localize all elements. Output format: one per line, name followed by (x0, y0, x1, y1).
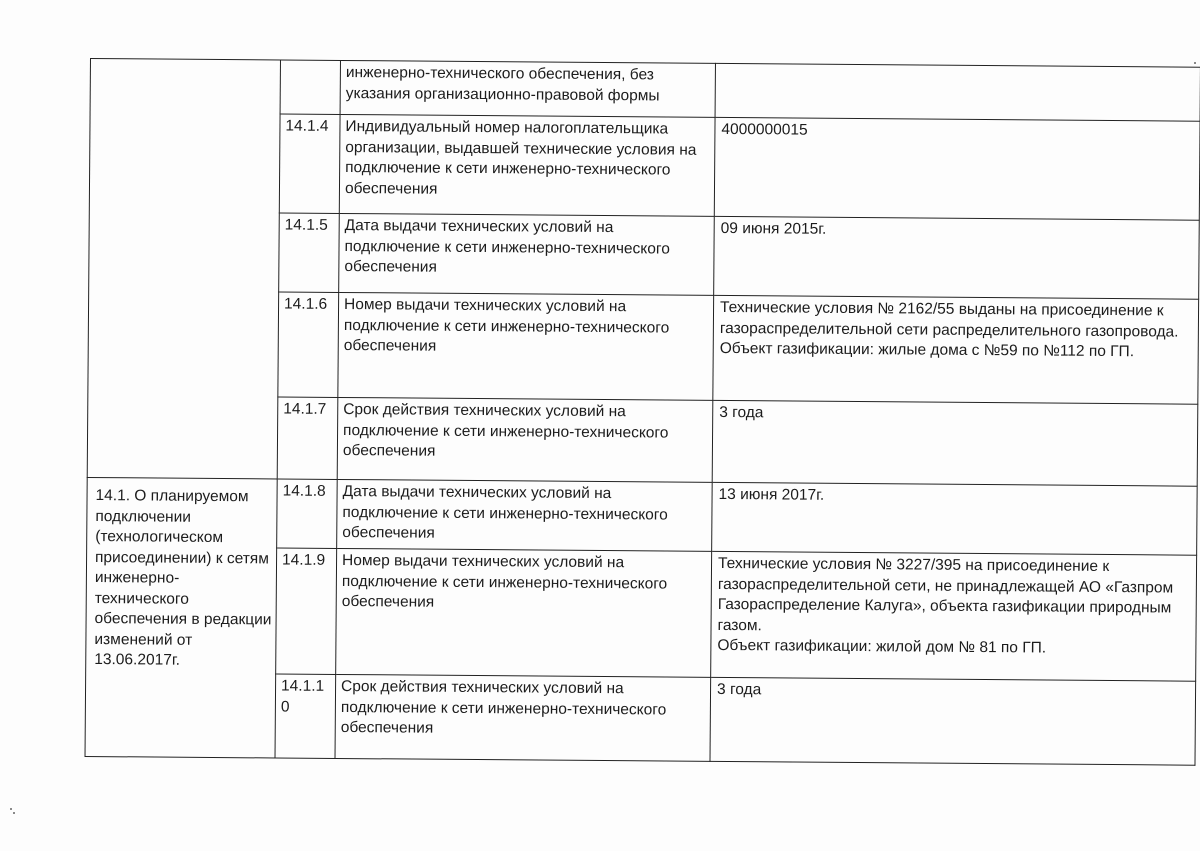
document-table (85, 58, 1200, 766)
row-number: 14.1.6 (278, 292, 339, 397)
field-description: Срок действия технических условий на подключение к сети инженерно-технического обеспечения (335, 674, 711, 761)
field-description: Номер выдачи технических условий на подключение к сети инженерно-технического обеспечения (336, 548, 712, 677)
row-number: 14.1.9 (276, 548, 337, 674)
section-label: 14.1. О планируемом подключении (технологическом присоединении) к сетям инженерно-технического обеспечения в редакции изменений от 13.06.2017г. (85, 477, 277, 757)
field-value: 13 июня 2017г. (712, 482, 1198, 555)
field-value: Технические условия № 2162/55 выданы на присоединение к газораспределительной сети распределительного газопровода. Объект газификации: жилые дома с №59 по №112 по ГП. (713, 295, 1199, 404)
field-description: Срок действия технических условий на подключение к сети инженерно-технического обеспечения (337, 397, 713, 482)
field-value: Технические условия № 3227/395 на присоединение к газораспределительной сети, не принадлежащей АО «Газпром Газораспределение Калуга», объекта газификации природным газом. Объект газификации: жилой дом № 81 по ГП. (711, 551, 1197, 681)
table-row (90, 59, 1200, 122)
row-number (280, 60, 340, 114)
scan-speck (13, 812, 15, 814)
field-value: 3 года (710, 677, 1196, 765)
scan-speck (10, 808, 12, 810)
field-description: Дата выдачи технических условий на подключение к сети инженерно-технического обеспечения (337, 479, 713, 551)
field-description: Индивидуальный номер налогоплательщика организации, выдавшей технические условия на подключение к сети инженерно-технического обеспечения (339, 114, 715, 216)
row-number: 14.1.4 (279, 114, 340, 213)
scan-speck (1194, 62, 1196, 64)
row-number: 14.1.5 (279, 213, 340, 292)
table-row (87, 477, 1198, 555)
empty-section-cell (87, 59, 280, 479)
field-value: 3 года (712, 400, 1198, 486)
field-description: Дата выдачи технических условий на подключение к сети инженерно-технического обеспечения (339, 213, 715, 295)
field-description: инженерно-технического обеспечения, без указания организационно-правовой формы (340, 60, 715, 117)
field-value (715, 63, 1200, 121)
field-value: 4000000015 (714, 117, 1200, 220)
document-table-wrapper (85, 58, 1200, 766)
field-description: Номер выдачи технических условий на подключение к сети инженерно-технического обеспечения (338, 292, 714, 400)
row-number: 14.1.7 (277, 397, 338, 479)
row-number: 14.1.8 (277, 479, 338, 548)
field-value: 09 июня 2015г. (714, 216, 1200, 299)
row-number: 14.1.1 0 (275, 674, 336, 758)
